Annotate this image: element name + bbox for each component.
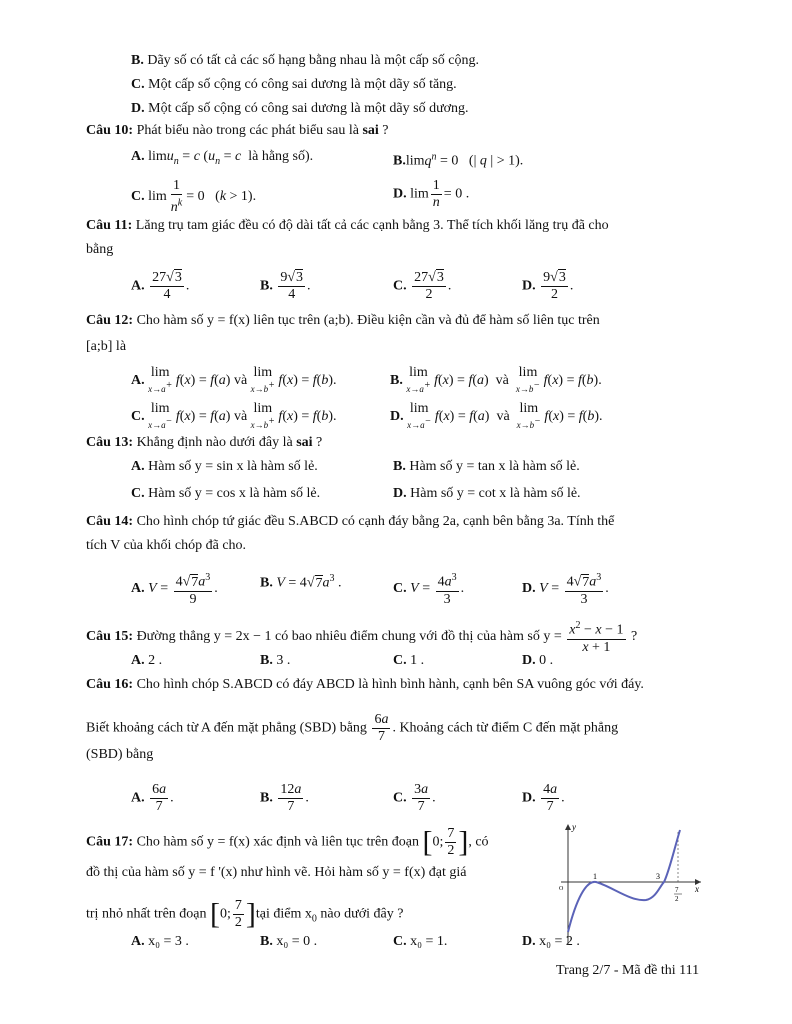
q17-stem: Câu 17: Cho hàm số y = f(x) xác định và liên tục trên đoạn [0; $\frac{7}{2}$ ], có [86,825,489,859]
q13-option-c: C. Hàm số y = cos x là hàm số lẻ. [131,486,321,501]
q10-option-d: D. lim $\frac{1}{n}$ = 0 . [393,178,470,210]
derivative-curve [568,830,680,932]
q10-option-c: C. lim $\frac{1}{n^k}$ = 0 (k > 1). [131,178,257,215]
q11-option-c: C. $\frac{27√3}{2}$ . [393,270,452,302]
q14-option-a: A. V = $\frac{4√7a^3}{9}$ . [131,572,218,607]
derivative-graph [556,820,706,950]
q15-option-d: D. 0 . [522,653,554,668]
q17-option-b: B. x₀ = 0 . [260,934,318,949]
q16-stem-2: Biết khoảng cách từ A đến mặt phẳng (SBD) bằng $\frac{6a}{7}$ . Khoảng cách từ điểm C đến mặt phẳng [86,712,619,744]
y-axis-label: y [572,822,576,832]
q15-option-c: C. 1 . [393,653,425,668]
q16-option-b: B. $\frac{12a}{7}$ . [260,782,309,814]
q16-stem-3: (SBD) bằng [86,747,154,762]
q11-option-d: D. $\frac{9√3}{2}$ . [522,270,574,302]
q11-option-a: A. $\frac{27√3}{4}$ . [131,270,190,302]
q15-option-b: B. 3 . [260,653,291,668]
q17-stem-2: đồ thị của hàm số y = f '(x) như hình vẽ. Hỏi hàm số y = f(x) đạt giá [86,865,467,880]
q13-option-a: A. Hàm số y = sin x là hàm số lẻ. [131,459,318,474]
q10-option-b: B.limq$^n$ = 0 (| q | > 1). [393,151,524,169]
q17-option-d: D. x₀ = 2 . [522,934,580,949]
q15-option-a: A. 2 . [131,653,163,668]
q17-stem-3: trị nhỏ nhất trên đoạn [0; $\frac{7}{2}$ ]tại điểm $x_0$ nào dưới đây ? [86,897,404,931]
q12-stem: Câu 12: Cho hàm số y = f(x) liên tục trên (a;b). Điều kiện cần và đủ để hàm số liên tục trên [86,313,600,328]
q12-option-a: A. lim x→a+ f(x) = f(a) và lim x→b+ f(x) = f(b). [131,365,337,394]
q11-stem: Câu 11: Lăng trụ tam giác đều có độ dài tất cả các cạnh bằng 3. Thể tích khối lăng trụ đã cho [86,218,609,233]
q13-option-b: B. Hàm số y = tan x là hàm số lẻ. [393,459,580,474]
q12-stem-2: [a;b] là [86,339,127,354]
q16-option-a: A. $\frac{6a}{7}$ . [131,782,174,814]
y-axis-arrow [565,824,571,830]
q14-option-d: D. V = $\frac{4√7a^3}{3}$ . [522,572,609,607]
q12-option-b: B. lim x→a+ f(x) = f(a) và lim x→b− f(x) = f(b). [390,365,602,394]
q9-option-c: C. Một cấp số cộng có công sai dương là một dãy số tăng. [131,77,457,92]
q12-option-c: C. lim x→a− f(x) = f(a) và lim x→b+ f(x) = f(b). [131,401,337,430]
q16-option-d: D. $\frac{4a}{7}$ . [522,782,565,814]
tick-label-2: 2 [675,895,679,903]
q14-option-b: B. $V = 4√7a^3$ . [260,573,342,591]
q13-option-d: D. Hàm số y = cot x là hàm số lẻ. [393,486,581,501]
page-footer: Trang 2/7 - Mã đề thi 111 [556,963,700,978]
q10-stem: Câu 10: Phát biểu nào trong các phát biểu sau là sai ? [86,123,389,138]
q10-option-a: A. limu$_n$ = c ($u_n = c$ là hằng số). [131,149,314,167]
q16-stem: Câu 16: Cho hình chóp S.ABCD có đáy ABCD là hình bình hành, cạnh bên SA vuông góc với đáy. [86,677,644,692]
q14-stem-2: tích V của khối chóp đã cho. [86,538,247,553]
q12-option-d: D. lim x→a− f(x) = f(a) và lim x→b− f(x) = f(b). [390,401,603,430]
q11-stem-2: bằng [86,242,114,257]
q16-option-c: C. $\frac{3a}{7}$ . [393,782,436,814]
q14-option-c: C. V = $\frac{4a^3}{3}$ . [393,572,465,607]
q14-stem: Câu 14: Cho hình chóp tứ giác đều S.ABCD có cạnh đáy bằng 2a, cạnh bên bằng 3a. Tính thể [86,514,615,529]
q9-option-b: B. Dãy số có tất cả các số hạng bằng nhau là một cấp số cộng. [131,53,479,68]
q15-stem: Câu 15: Đường thẳng y = 2x − 1 có bao nhiêu điểm chung với đồ thị của hàm số y = $\frac{x^2 - x - 1}{x + 1}$ ? [86,620,638,655]
origin-label: O [559,886,564,892]
tick-label-7: 7 [675,886,679,894]
x-axis-label: x [695,884,699,894]
tick-label-3: 3 [656,872,660,881]
q17-option-c: C. x₀ = 1. [393,934,448,949]
tick-label-1: 1 [593,872,597,881]
q17-option-a: A. x₀ = 3 . [131,934,189,949]
q13-stem: Câu 13: Khẳng định nào dưới đây là sai ? [86,435,323,450]
q11-option-b: B. $\frac{9√3}{4}$ . [260,270,311,302]
q9-option-d: D. Một cấp số cộng có công sai dương là một dãy số dương. [131,101,469,116]
